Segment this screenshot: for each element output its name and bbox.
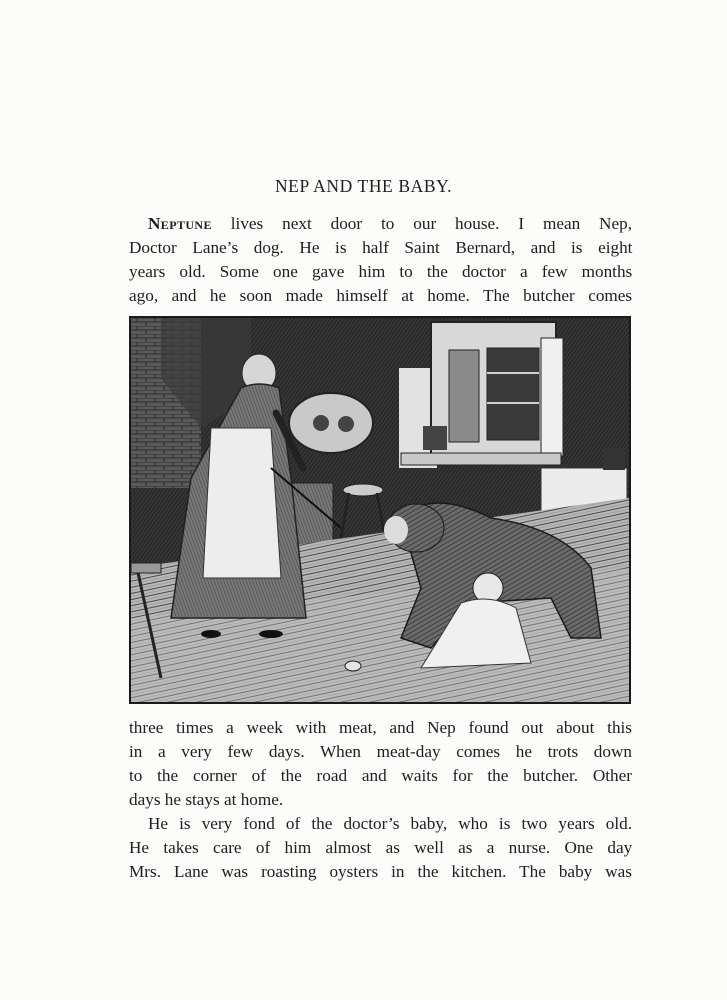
- text-line: ago, and he soon made himself at home. The butcher comes: [129, 286, 633, 305]
- text-line: years old. Some one gave him to the doctor a few months: [129, 262, 633, 281]
- illustration-engraving: [129, 316, 631, 704]
- lead-word: Neptune: [148, 214, 212, 233]
- text-line: He takes care of him almost as well as a nurse. One day: [129, 838, 633, 857]
- text-line: three times a week with meat, and Nep found out about this: [129, 718, 632, 737]
- text-line: in a very few days. When meat-day comes he trots down: [129, 742, 632, 761]
- paragraph-opening: [129, 212, 632, 308]
- chapter-title: NEP AND THE BABY.: [274, 176, 453, 196]
- text-line: Mrs. Lane was roasting oysters in the kitchen. The baby was: [129, 862, 632, 881]
- text-line: Doctor Lane’s dog. He is half Saint Bernard, and is eight: [129, 238, 633, 257]
- text-line: [129, 212, 632, 236]
- text-line: days he stays at home.: [129, 790, 284, 809]
- text-line-rest: lives next door to our house. I mean Nep,: [230, 214, 632, 233]
- paragraph-continued: [129, 716, 632, 884]
- text-line: to the corner of the road and waits for the butcher. Other: [129, 766, 632, 785]
- kitchen-scene-image: [131, 318, 629, 702]
- text-line: He is very fond of the doctor’s baby, who is two years old.: [148, 814, 632, 833]
